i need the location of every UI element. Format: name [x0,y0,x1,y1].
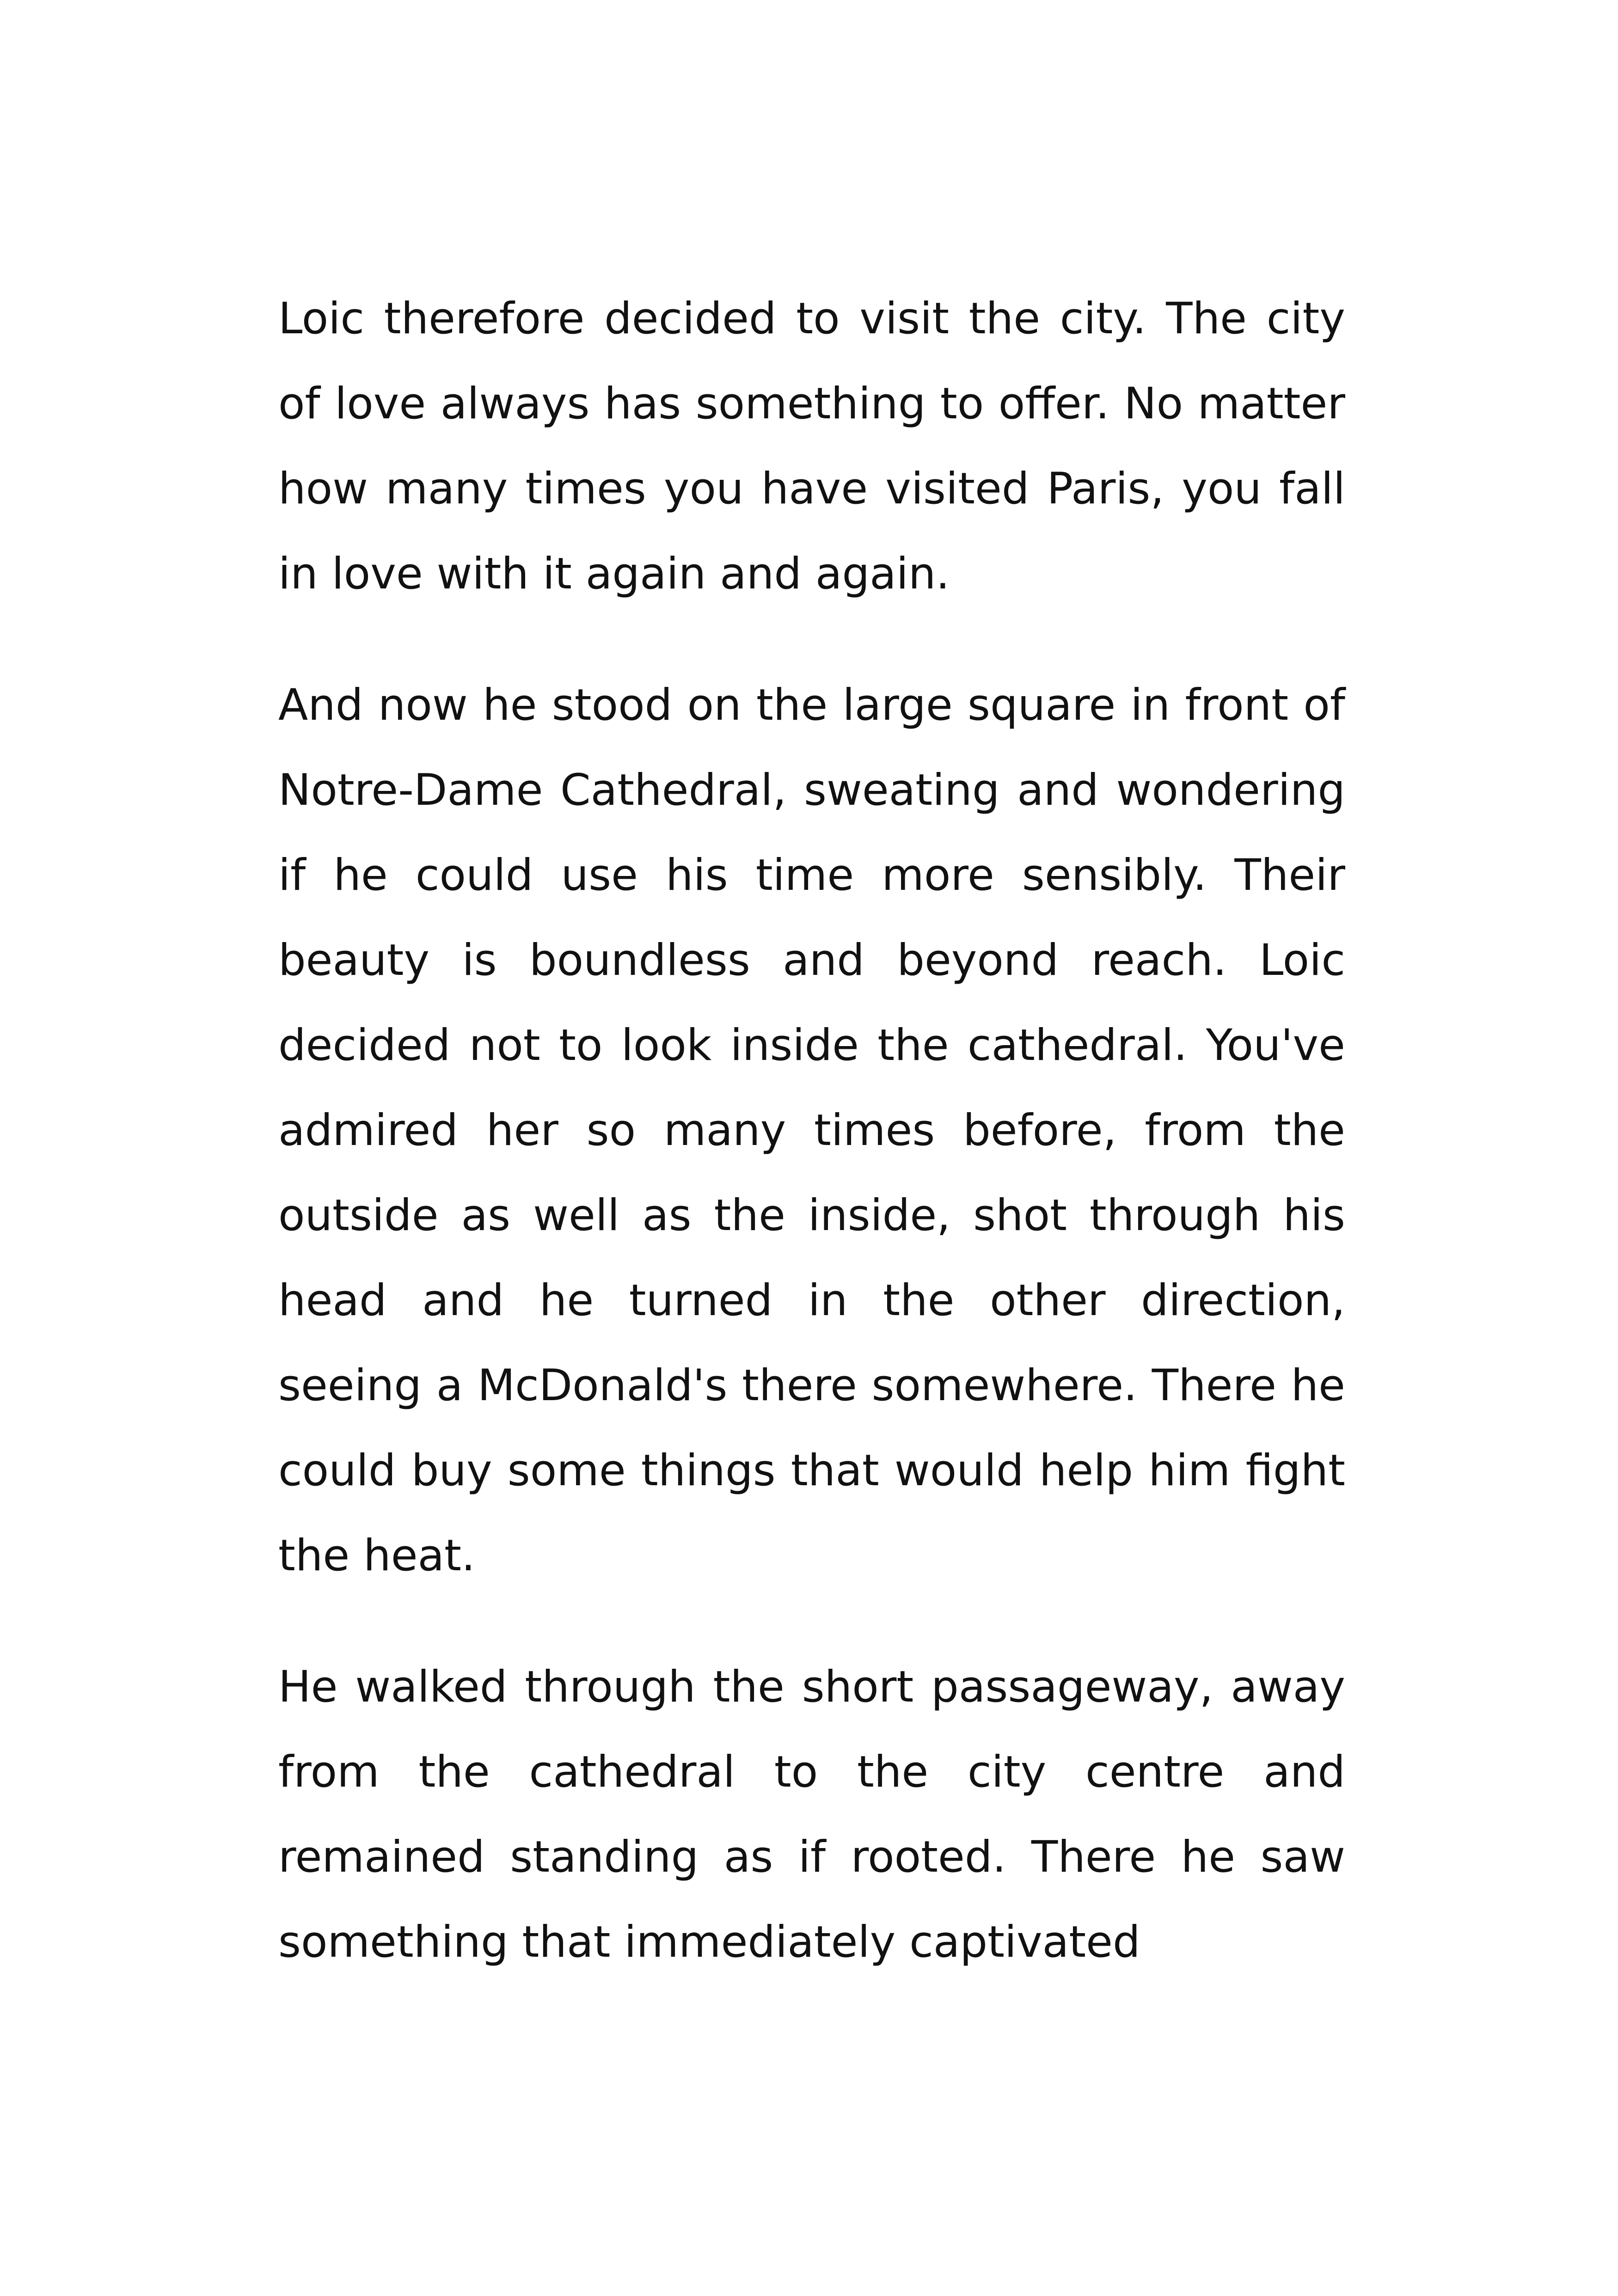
body-text [278,276,1345,2031]
paragraph-3: He walked through the short passageway, away from the cathedral to the city centre and remained standing as if rooted. There he saw something that immediately captivated [278,1662,1345,1967]
paragraph-1: Loic therefore decided to visit the city. The city of love always has something to offer. No matter how many times you have visited Paris, you fall in love with it again and again. [278,294,1345,599]
paragraph-2: And now he stood on the large square in front of Notre-Dame Cathedral, sweating and wondering if he could use his time more sensibly. Their beauty is boundless and beyond reach. Loic decided not to look inside the cathedral. You've admired her so many times before, from the outside as well as the inside, shot through his head and he turned in the other direction, seeing a McDonald's there somewhere. There he could buy some things that would help him fight the heat. [278,680,1345,1581]
